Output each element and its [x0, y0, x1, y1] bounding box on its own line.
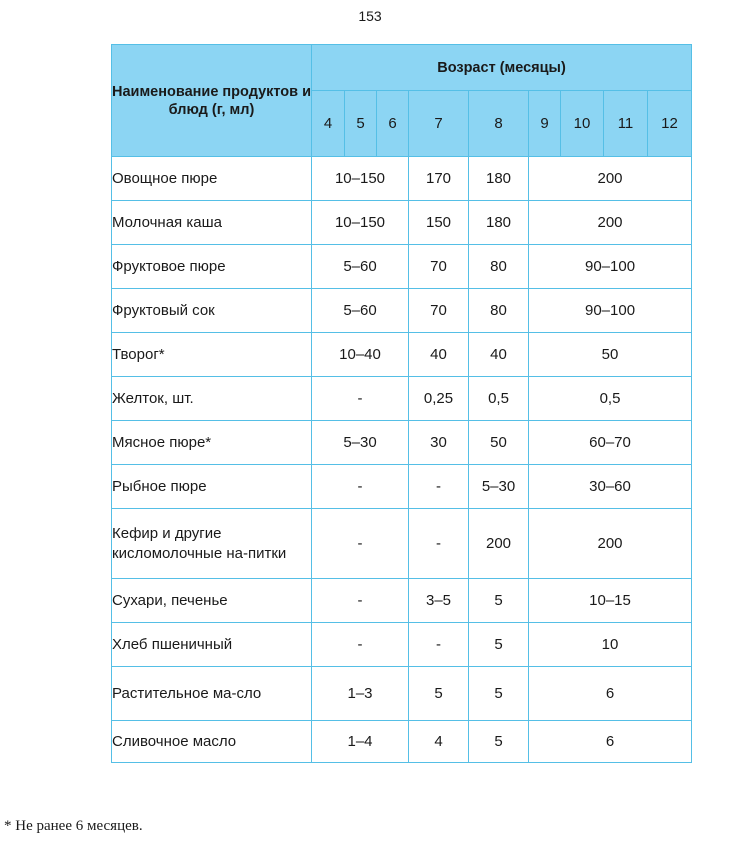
table-row [112, 579, 692, 623]
product-name-cell: Сухари, печенье [112, 579, 312, 623]
table-row [112, 245, 692, 289]
product-name-cell: Молочная каша [112, 201, 312, 245]
value-cell: - [409, 623, 469, 667]
value-cell: 200 [529, 201, 692, 245]
age-header-cell: 6 [377, 91, 409, 157]
value-cell: 0,25 [409, 377, 469, 421]
age-header-cell: 12 [648, 91, 692, 157]
value-cell: 0,5 [529, 377, 692, 421]
value-cell: - [312, 509, 409, 579]
value-cell: 10–40 [312, 333, 409, 377]
product-name-cell: Мясное пюре* [112, 421, 312, 465]
value-cell: 5–30 [469, 465, 529, 509]
value-cell: 50 [469, 421, 529, 465]
value-cell: 150 [409, 201, 469, 245]
value-cell: 40 [409, 333, 469, 377]
table-row [112, 289, 692, 333]
value-cell: 80 [469, 289, 529, 333]
value-cell: - [312, 377, 409, 421]
footnote: * Не ранее 6 месяцев. [4, 818, 143, 834]
value-cell: - [312, 465, 409, 509]
value-cell: 5 [469, 667, 529, 721]
value-cell: 0,5 [469, 377, 529, 421]
value-cell: 30–60 [529, 465, 692, 509]
age-header-cell: 5 [345, 91, 377, 157]
value-cell: 5 [469, 623, 529, 667]
value-cell: 3–5 [409, 579, 469, 623]
value-cell: 70 [409, 245, 469, 289]
product-name-cell: Фруктовое пюре [112, 245, 312, 289]
page-number: 153 [358, 8, 382, 24]
product-name-cell: Сливочное масло [112, 721, 312, 763]
table-row [112, 157, 692, 201]
column-header-age: Возраст (месяцы) [312, 45, 692, 91]
value-cell: 4 [409, 721, 469, 763]
product-name-cell: Растительное ма-сло [112, 667, 312, 721]
table-row [112, 201, 692, 245]
column-header-product [112, 45, 312, 157]
value-cell: 10–150 [312, 157, 409, 201]
product-name-cell: Рыбное пюре [112, 465, 312, 509]
table-row [112, 377, 692, 421]
value-cell: - [312, 579, 409, 623]
value-cell: 10 [529, 623, 692, 667]
column-header-product-label: Наименование продуктов и блюд (г, мл) [112, 83, 312, 118]
value-cell: - [409, 465, 469, 509]
value-cell: 6 [529, 667, 692, 721]
value-cell: 50 [529, 333, 692, 377]
age-header-cell: 9 [529, 91, 561, 157]
product-name-cell: Желток, шт. [112, 377, 312, 421]
value-cell: 180 [469, 157, 529, 201]
value-cell: - [312, 623, 409, 667]
value-cell: 5 [469, 721, 529, 763]
table-row [112, 465, 692, 509]
value-cell: 60–70 [529, 421, 692, 465]
age-header-cell: 11 [604, 91, 648, 157]
value-cell: 1–4 [312, 721, 409, 763]
product-name-cell: Кефир и другие кисломолочные на-питки [112, 509, 312, 579]
table-row [112, 721, 692, 763]
table-row [112, 667, 692, 721]
product-name-cell: Фруктовый сок [112, 289, 312, 333]
value-cell: 6 [529, 721, 692, 763]
product-name-cell: Творог* [112, 333, 312, 377]
value-cell: 90–100 [529, 245, 692, 289]
value-cell: 180 [469, 201, 529, 245]
table-row [112, 421, 692, 465]
age-header-cell: 10 [561, 91, 604, 157]
value-cell: 5–60 [312, 289, 409, 333]
value-cell: 200 [469, 509, 529, 579]
product-name-cell: Хлеб пшеничный [112, 623, 312, 667]
age-header-cell: 4 [312, 91, 345, 157]
value-cell: 70 [409, 289, 469, 333]
value-cell: 30 [409, 421, 469, 465]
value-cell: 1–3 [312, 667, 409, 721]
value-cell: 200 [529, 509, 692, 579]
product-name-cell: Овощное пюре [112, 157, 312, 201]
table-row [112, 333, 692, 377]
age-header-cell: 8 [469, 91, 529, 157]
value-cell: - [409, 509, 469, 579]
value-cell: 40 [469, 333, 529, 377]
value-cell: 200 [529, 157, 692, 201]
value-cell: 170 [409, 157, 469, 201]
age-header-cell: 7 [409, 91, 469, 157]
table-row [112, 509, 692, 579]
value-cell: 5–30 [312, 421, 409, 465]
value-cell: 5 [469, 579, 529, 623]
value-cell: 10–15 [529, 579, 692, 623]
value-cell: 5 [409, 667, 469, 721]
value-cell: 10–150 [312, 201, 409, 245]
value-cell: 90–100 [529, 289, 692, 333]
feeding-table [111, 44, 692, 763]
table-row [112, 623, 692, 667]
value-cell: 5–60 [312, 245, 409, 289]
value-cell: 80 [469, 245, 529, 289]
